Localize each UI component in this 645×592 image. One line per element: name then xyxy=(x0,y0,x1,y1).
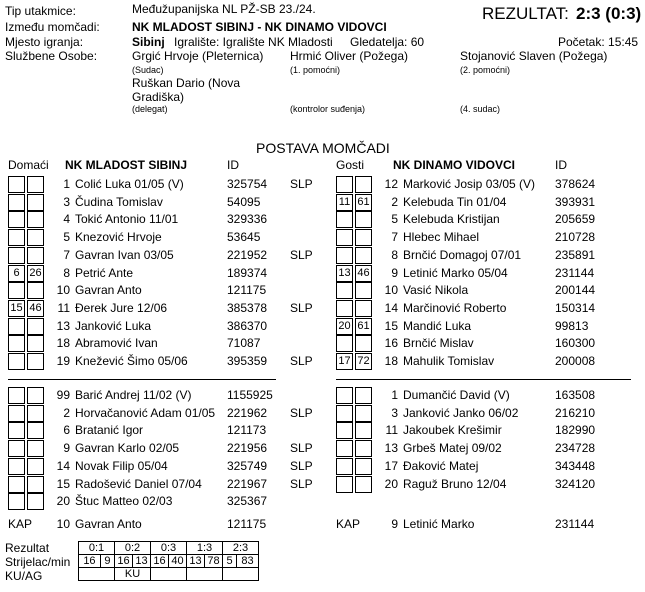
goal-minute-box: 61 xyxy=(355,318,372,335)
goal-minute-box xyxy=(336,476,353,493)
sudac-role: (Sudac) xyxy=(132,65,164,75)
scorer-number-cell: 5 xyxy=(223,555,237,568)
player-number: 16 xyxy=(384,336,398,350)
player-id: 221952 xyxy=(227,248,268,262)
player-id: 325754 xyxy=(227,177,268,191)
kap-number: 10 xyxy=(56,517,70,531)
kontrolor-role: (kontrolor suđenja) xyxy=(290,104,366,114)
goal-minute-box xyxy=(336,300,353,317)
side-label-home: Domaći xyxy=(8,158,49,172)
player-id: 325749 xyxy=(227,459,268,473)
scorer-minute-cell: 40 xyxy=(169,555,187,568)
player-name: Janković Janko 06/02 xyxy=(403,406,519,420)
pom1-role: (1. pomoćni) xyxy=(290,65,341,75)
rezultat-label: Rezultat xyxy=(5,541,50,555)
goal-minute-box xyxy=(336,405,353,422)
player-name: Letinić Marko 05/04 xyxy=(403,266,508,280)
id-label-away: ID xyxy=(555,158,567,172)
goal-minute-box xyxy=(336,458,353,475)
player-number: 11 xyxy=(57,301,70,315)
player-number: 9 xyxy=(391,266,398,280)
player-id: 189374 xyxy=(227,266,268,280)
player-number: 7 xyxy=(391,230,398,244)
kap-label: KAP xyxy=(8,517,33,531)
delegat-line2: Gradiška) xyxy=(132,90,185,104)
player-id: 121173 xyxy=(227,423,267,437)
pocetak-text: Početak: 15:45 xyxy=(558,35,639,49)
score-cell: 0:3 xyxy=(151,542,187,555)
team-name-away: NK DINAMO VIDOVCI xyxy=(393,158,516,172)
delegat-line1: Ruškan Dario (Nova xyxy=(132,76,241,90)
kap-label: KAP xyxy=(336,517,361,531)
player-number: 15 xyxy=(56,477,70,491)
player-number: 8 xyxy=(63,266,70,280)
tip-label: Tip utakmice: xyxy=(5,4,76,18)
player-number: 10 xyxy=(384,283,398,297)
player-number: 19 xyxy=(56,354,70,368)
mjesto-value: Sibinj xyxy=(132,35,165,49)
player-number: 3 xyxy=(391,406,398,420)
scorer-minute-cell: 9 xyxy=(100,555,114,568)
pom2-name: Stojanović Slaven (Požega) xyxy=(460,49,608,63)
player-id: 235891 xyxy=(555,248,596,262)
player-id: 216210 xyxy=(555,406,596,420)
sluzbene-label: Službene Osobe: xyxy=(5,49,98,63)
kap-number: 9 xyxy=(391,517,398,531)
player-name: Dumančić David (V) xyxy=(403,388,510,402)
scorer-number-cell: 16 xyxy=(79,555,101,568)
goal-minute-box xyxy=(8,247,25,264)
goal-minute-box xyxy=(8,476,25,493)
kuag-cell xyxy=(151,568,187,581)
kuag-label: KU/AG xyxy=(5,569,43,583)
delegat-role: (delegat) xyxy=(132,104,168,114)
player-number: 2 xyxy=(63,406,70,420)
player-id: 343448 xyxy=(555,459,596,473)
player-id: 324120 xyxy=(555,477,596,491)
goal-minute-box xyxy=(8,318,25,335)
pom1-name: Hrmić Oliver (Požega) xyxy=(290,49,409,63)
player-id: 386370 xyxy=(227,319,268,333)
goal-minute-box xyxy=(8,282,25,299)
player-name: Janković Luka xyxy=(75,319,152,333)
scorer-number-cell: 16 xyxy=(151,555,169,568)
player-name: Kelebuda Kristijan xyxy=(403,212,500,226)
goal-minute-box xyxy=(8,422,25,439)
player-number: 4 xyxy=(63,212,70,226)
player-id: 160300 xyxy=(555,336,596,350)
player-number: 6 xyxy=(63,423,70,437)
player-number: 13 xyxy=(384,441,398,455)
player-name: Marković Josip 03/05 (V) xyxy=(403,177,536,191)
goal-minute-box xyxy=(336,335,353,352)
player-id: 221962 xyxy=(227,406,268,420)
goal-minute-box: 20 xyxy=(336,318,353,335)
goal-minute-box xyxy=(8,405,25,422)
player-name: Đaković Matej xyxy=(403,459,479,473)
side-label-away: Gosti xyxy=(336,158,365,172)
player-number: 18 xyxy=(384,354,398,368)
goal-minute-box xyxy=(336,387,353,404)
goal-minute-box xyxy=(336,176,353,193)
goal-minute-box: 46 xyxy=(27,300,44,317)
goal-minute-box xyxy=(8,493,25,510)
slp-mark: SLP xyxy=(290,459,313,473)
player-name: Hlebec Mihael xyxy=(403,230,480,244)
player-id: 54095 xyxy=(227,195,261,209)
player-number: 10 xyxy=(56,283,70,297)
igraliste-text: Igralište: Igralište NK Mladosti xyxy=(174,35,333,49)
kuag-cell: KU xyxy=(115,568,151,581)
player-id: 53645 xyxy=(227,230,261,244)
player-number: 1 xyxy=(63,177,70,191)
player-number: 13 xyxy=(56,319,70,333)
player-number: 7 xyxy=(63,248,70,262)
goal-minute-box: 46 xyxy=(355,265,372,282)
player-id: 121175 xyxy=(227,283,267,297)
kap-name: Letinić Marko xyxy=(403,517,475,531)
section-divider xyxy=(8,379,276,380)
player-number: 11 xyxy=(385,423,398,437)
strijelac-label: Strijelac/min xyxy=(5,555,71,569)
player-id: 200144 xyxy=(555,283,596,297)
player-id: 200008 xyxy=(555,354,596,368)
player-number: 12 xyxy=(384,177,398,191)
player-id: 1155925 xyxy=(227,388,273,402)
player-number: 20 xyxy=(56,494,70,508)
player-id: 395359 xyxy=(227,354,268,368)
goal-minute-box: 26 xyxy=(27,265,44,282)
player-id: 329336 xyxy=(227,212,268,226)
mjesto-label: Mjesto igranja: xyxy=(5,35,84,49)
goal-minute-box xyxy=(8,335,25,352)
slp-mark: SLP xyxy=(290,406,313,420)
id-label-home: ID xyxy=(227,158,239,172)
player-name: Gavran Ivan 03/05 xyxy=(75,248,174,262)
player-id: 163508 xyxy=(555,388,596,402)
goal-minute-box xyxy=(336,440,353,457)
sudac4-role: (4. sudac) xyxy=(460,104,501,114)
goal-minute-box: 6 xyxy=(8,265,25,282)
player-name: Bratanić Igor xyxy=(75,423,144,437)
scorer-number-cell: 16 xyxy=(115,555,133,568)
player-id: 234728 xyxy=(555,441,596,455)
section-divider xyxy=(336,379,631,380)
goal-minute-box xyxy=(8,387,25,404)
goal-minute-box: 17 xyxy=(336,353,353,370)
sudac-name: Grgić Hrvoje (Pleternica) xyxy=(132,49,264,63)
player-number: 18 xyxy=(56,336,70,350)
player-name: Mandić Luka xyxy=(403,319,472,333)
player-name: Abramović Ivan xyxy=(75,336,158,350)
goal-minute-box xyxy=(8,176,25,193)
player-name: Vasić Nikola xyxy=(403,283,469,297)
goal-minute-box: 61 xyxy=(355,194,372,211)
player-name: Brnčić Mislav xyxy=(403,336,474,350)
player-name: Knezović Hrvoje xyxy=(75,230,162,244)
player-number: 3 xyxy=(63,195,70,209)
slp-mark: SLP xyxy=(290,477,313,491)
score-cell: 0:1 xyxy=(79,542,115,555)
player-number: 2 xyxy=(391,195,398,209)
player-name: Čudina Tomislav xyxy=(75,195,163,209)
score-cell: 2:3 xyxy=(223,542,259,555)
player-number: 15 xyxy=(384,319,398,333)
goal-minute-box: 13 xyxy=(336,265,353,282)
player-name: Horvačanović Adam 01/05 xyxy=(75,406,216,420)
player-number: 5 xyxy=(391,212,398,226)
player-name: Marčinović Roberto xyxy=(403,301,507,315)
player-name: Gavran Anto xyxy=(75,283,142,297)
result-label: REZULTAT: xyxy=(482,4,569,23)
player-name: Barić Andrej 11/02 (V) xyxy=(75,388,192,402)
player-id: 385378 xyxy=(227,301,268,315)
player-name: Štuc Matteo 02/03 xyxy=(75,494,173,508)
player-number: 17 xyxy=(384,459,398,473)
goal-minute-box: 15 xyxy=(8,300,25,317)
player-number: 1 xyxy=(391,388,398,402)
goal-minute-box xyxy=(336,422,353,439)
player-name: Mahulik Tomislav xyxy=(403,354,495,368)
scorer-minute-cell: 13 xyxy=(133,555,151,568)
izmedu-label: Između momčadi: xyxy=(5,20,100,34)
postava-title: POSTAVA MOMČADI xyxy=(256,140,390,156)
result-value: 2:3 (0:3) xyxy=(576,4,642,23)
player-name: Kelebuda Tin 01/04 xyxy=(403,195,507,209)
goal-minute-box xyxy=(8,194,25,211)
scorer-minute-cell: 78 xyxy=(205,555,223,568)
player-name: Novak Filip 05/04 xyxy=(75,459,168,473)
slp-mark: SLP xyxy=(290,301,313,315)
izmedu-value: NK MLADOST SIBINJ - NK DINAMO VIDOVCI xyxy=(132,20,387,34)
kap-id: 231144 xyxy=(555,517,595,531)
goal-minute-box xyxy=(8,440,25,457)
gledatelja-text: Gledatelja: 60 xyxy=(350,35,425,49)
player-id: 325367 xyxy=(227,494,268,508)
scoring-table xyxy=(78,541,259,581)
player-id: 221956 xyxy=(227,441,268,455)
player-id: 378624 xyxy=(555,177,596,191)
player-id: 210728 xyxy=(555,230,596,244)
goal-minute-box xyxy=(8,229,25,246)
player-name: Jakoubek Krešimir xyxy=(403,423,502,437)
scorer-minute-cell: 83 xyxy=(237,555,259,568)
kuag-cell xyxy=(187,568,223,581)
goal-minute-box: 11 xyxy=(336,194,353,211)
player-number: 20 xyxy=(384,477,398,491)
player-number: 9 xyxy=(63,441,70,455)
team-name-home: NK MLADOST SIBINJ xyxy=(65,158,188,172)
player-name: Đerek Jure 12/06 xyxy=(75,301,168,315)
slp-mark: SLP xyxy=(290,354,313,368)
player-id: 221967 xyxy=(227,477,268,491)
player-id: 99813 xyxy=(555,319,589,333)
player-name: Grbeš Matej 09/02 xyxy=(403,441,502,455)
kap-name: Gavran Anto xyxy=(75,517,142,531)
goal-minute-box xyxy=(8,458,25,475)
goal-minute-box xyxy=(336,211,353,228)
player-name: Brnčić Domagoj 07/01 xyxy=(403,248,522,262)
player-name: Gavran Karlo 02/05 xyxy=(75,441,180,455)
player-number: 8 xyxy=(391,248,398,262)
player-name: Knežević Šimo 05/06 xyxy=(75,354,188,368)
player-id: 150314 xyxy=(555,301,596,315)
player-name: Petrić Ante xyxy=(75,266,134,280)
goal-minute-box xyxy=(8,211,25,228)
player-id: 393931 xyxy=(555,195,596,209)
goal-minute-box xyxy=(8,353,25,370)
player-name: Tokić Antonio 11/01 xyxy=(75,212,179,226)
slp-mark: SLP xyxy=(290,441,313,455)
kap-id: 121175 xyxy=(227,517,267,531)
player-name: Colić Luka 01/05 (V) xyxy=(75,177,184,191)
tip-value: Međužupanijska NL PŽ-SB 23./24. xyxy=(132,2,316,16)
scorer-number-cell: 13 xyxy=(187,555,205,568)
goal-minute-box xyxy=(336,247,353,264)
goal-minute-box xyxy=(336,282,353,299)
player-number: 14 xyxy=(384,301,398,315)
pom2-role: (2. pomoćni) xyxy=(460,65,511,75)
player-name: Radošević Daniel 07/04 xyxy=(75,477,202,491)
goal-minute-box xyxy=(336,229,353,246)
player-id: 205659 xyxy=(555,212,596,226)
kuag-cell xyxy=(223,568,259,581)
score-cell: 1:3 xyxy=(187,542,223,555)
slp-mark: SLP xyxy=(290,248,313,262)
player-number: 99 xyxy=(56,388,70,402)
player-name: Raguž Bruno 12/04 xyxy=(403,477,507,491)
player-id: 182990 xyxy=(555,423,596,437)
player-id: 231144 xyxy=(555,266,595,280)
player-number: 5 xyxy=(63,230,70,244)
slp-mark: SLP xyxy=(290,177,313,191)
player-id: 71087 xyxy=(227,336,261,350)
kuag-cell xyxy=(79,568,115,581)
goal-minute-box: 72 xyxy=(355,353,372,370)
player-number: 14 xyxy=(56,459,70,473)
score-cell: 0:2 xyxy=(115,542,151,555)
